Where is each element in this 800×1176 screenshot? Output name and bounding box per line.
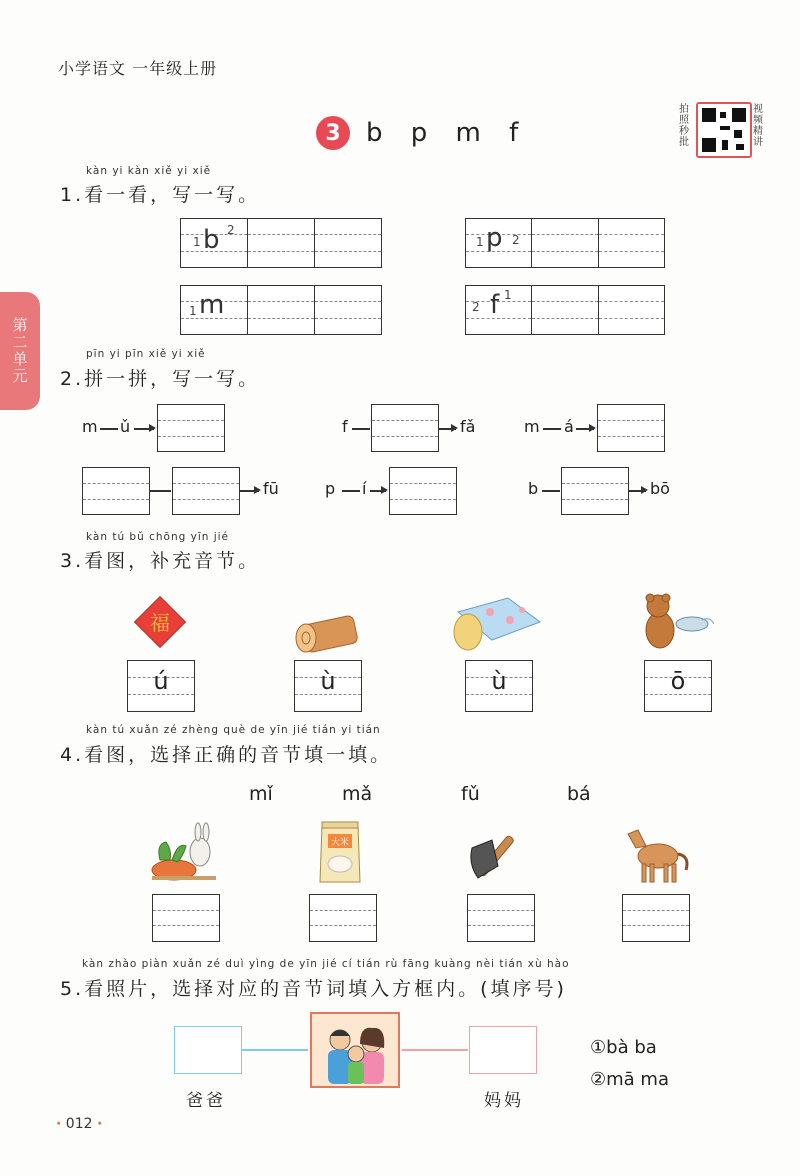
q4-answer-box[interactable] xyxy=(152,894,220,942)
book-header: 小学语文 一年级上册 xyxy=(58,59,218,78)
q3-answer-box[interactable]: ú xyxy=(127,660,195,712)
q1-grid-m: m 1 xyxy=(180,285,382,335)
q2-answer-box[interactable] xyxy=(597,404,665,452)
letter-f: f xyxy=(490,290,500,320)
q3-answer-box[interactable]: ù xyxy=(465,660,533,712)
q4-title: 4.看图，选择正确的音节填一填。 xyxy=(60,744,393,766)
q2-pinyin: pīn yi pīn xiě yi xiě xyxy=(86,348,206,360)
q3-pinyin: kàn tú bǔ chōng yīn jié xyxy=(86,531,230,543)
rice-bag-label: 大米 xyxy=(330,838,350,848)
q2-answer-box[interactable] xyxy=(561,467,629,515)
lesson-number-badge: 3 xyxy=(316,116,350,150)
write-cell[interactable] xyxy=(315,219,381,267)
lesson-title xyxy=(316,115,522,151)
q4-answer-box[interactable] xyxy=(622,894,690,942)
letter-p: p xyxy=(486,223,503,253)
write-cell[interactable] xyxy=(315,286,381,334)
q1-title: 1.看一看，写一写。 xyxy=(60,184,261,206)
rice-bag-icon xyxy=(316,818,364,886)
letter-b: b xyxy=(203,225,220,255)
q2-answer-box[interactable] xyxy=(82,467,150,515)
write-cell[interactable] xyxy=(599,219,664,267)
bear-icon xyxy=(636,590,716,654)
write-cell[interactable] xyxy=(532,286,598,334)
q2-answer-box[interactable] xyxy=(172,467,240,515)
write-cell[interactable] xyxy=(248,286,315,334)
q2-title: 2.拼一拼，写一写。 xyxy=(60,368,261,390)
radish-rabbit-icon xyxy=(148,822,220,884)
blanket-icon xyxy=(448,592,544,654)
letter-m: m xyxy=(199,290,225,320)
q4-answer-box[interactable] xyxy=(467,894,535,942)
qr-left-text: 拍照秒批 xyxy=(679,104,689,148)
mom-label: 妈妈 xyxy=(484,1091,524,1111)
q5-pinyin: kàn zhào piàn xuǎn zé duì yìng de yīn jié cí tián rù fāng kuàng nèi tián xù hào xyxy=(82,958,570,970)
family-photo xyxy=(310,1012,400,1088)
q4-answer-box[interactable] xyxy=(309,894,377,942)
svg-text:福: 福 xyxy=(150,611,170,635)
qr-code-icon[interactable] xyxy=(696,102,752,158)
q1-grid-f: f 2 1 xyxy=(465,285,665,335)
q4-choice: mǎ xyxy=(342,783,373,805)
write-cell[interactable] xyxy=(599,286,664,334)
q2-answer-box[interactable] xyxy=(157,404,225,452)
q1-grid-b: b 1 2 xyxy=(180,218,382,268)
page-number: · 012 · xyxy=(56,1116,103,1132)
lesson-title-text: b p m f xyxy=(366,118,523,148)
q4-choice: bá xyxy=(567,783,591,805)
dad-answer-box[interactable] xyxy=(174,1026,242,1074)
q5-option: ①bà ba xyxy=(590,1037,657,1058)
q2-answer-box[interactable] xyxy=(389,467,457,515)
q3-title: 3.看图，补充音节。 xyxy=(60,550,261,572)
wood-log-icon xyxy=(290,612,362,654)
q5-option: ②mā ma xyxy=(590,1069,669,1090)
mom-answer-box[interactable] xyxy=(469,1026,537,1074)
q5-title: 5.看照片，选择对应的音节词填入方框内。(填序号) xyxy=(60,978,567,1000)
unit-side-tab: 第二单元 xyxy=(0,292,40,410)
q4-choice: mǐ xyxy=(249,783,273,805)
qr-right-text: 视频精讲 xyxy=(753,104,763,148)
q3-answer-box[interactable]: ō xyxy=(644,660,712,712)
q1-pinyin: kàn yi kàn xiě yi xiě xyxy=(86,165,212,177)
q4-choice: fǔ xyxy=(461,783,480,805)
write-cell[interactable] xyxy=(532,219,598,267)
q2-answer-box[interactable] xyxy=(371,404,439,452)
horse-icon xyxy=(624,822,694,888)
write-cell[interactable] xyxy=(248,219,315,267)
q3-answer-box[interactable]: ù xyxy=(294,660,362,712)
dad-label: 爸爸 xyxy=(186,1091,226,1111)
fu-character-icon xyxy=(130,592,190,652)
axe-icon xyxy=(468,826,532,888)
q1-grid-p: p 1 2 xyxy=(465,218,665,268)
q4-pinyin: kàn tú xuǎn zé zhèng què de yīn jié tián yi tián xyxy=(86,724,381,736)
